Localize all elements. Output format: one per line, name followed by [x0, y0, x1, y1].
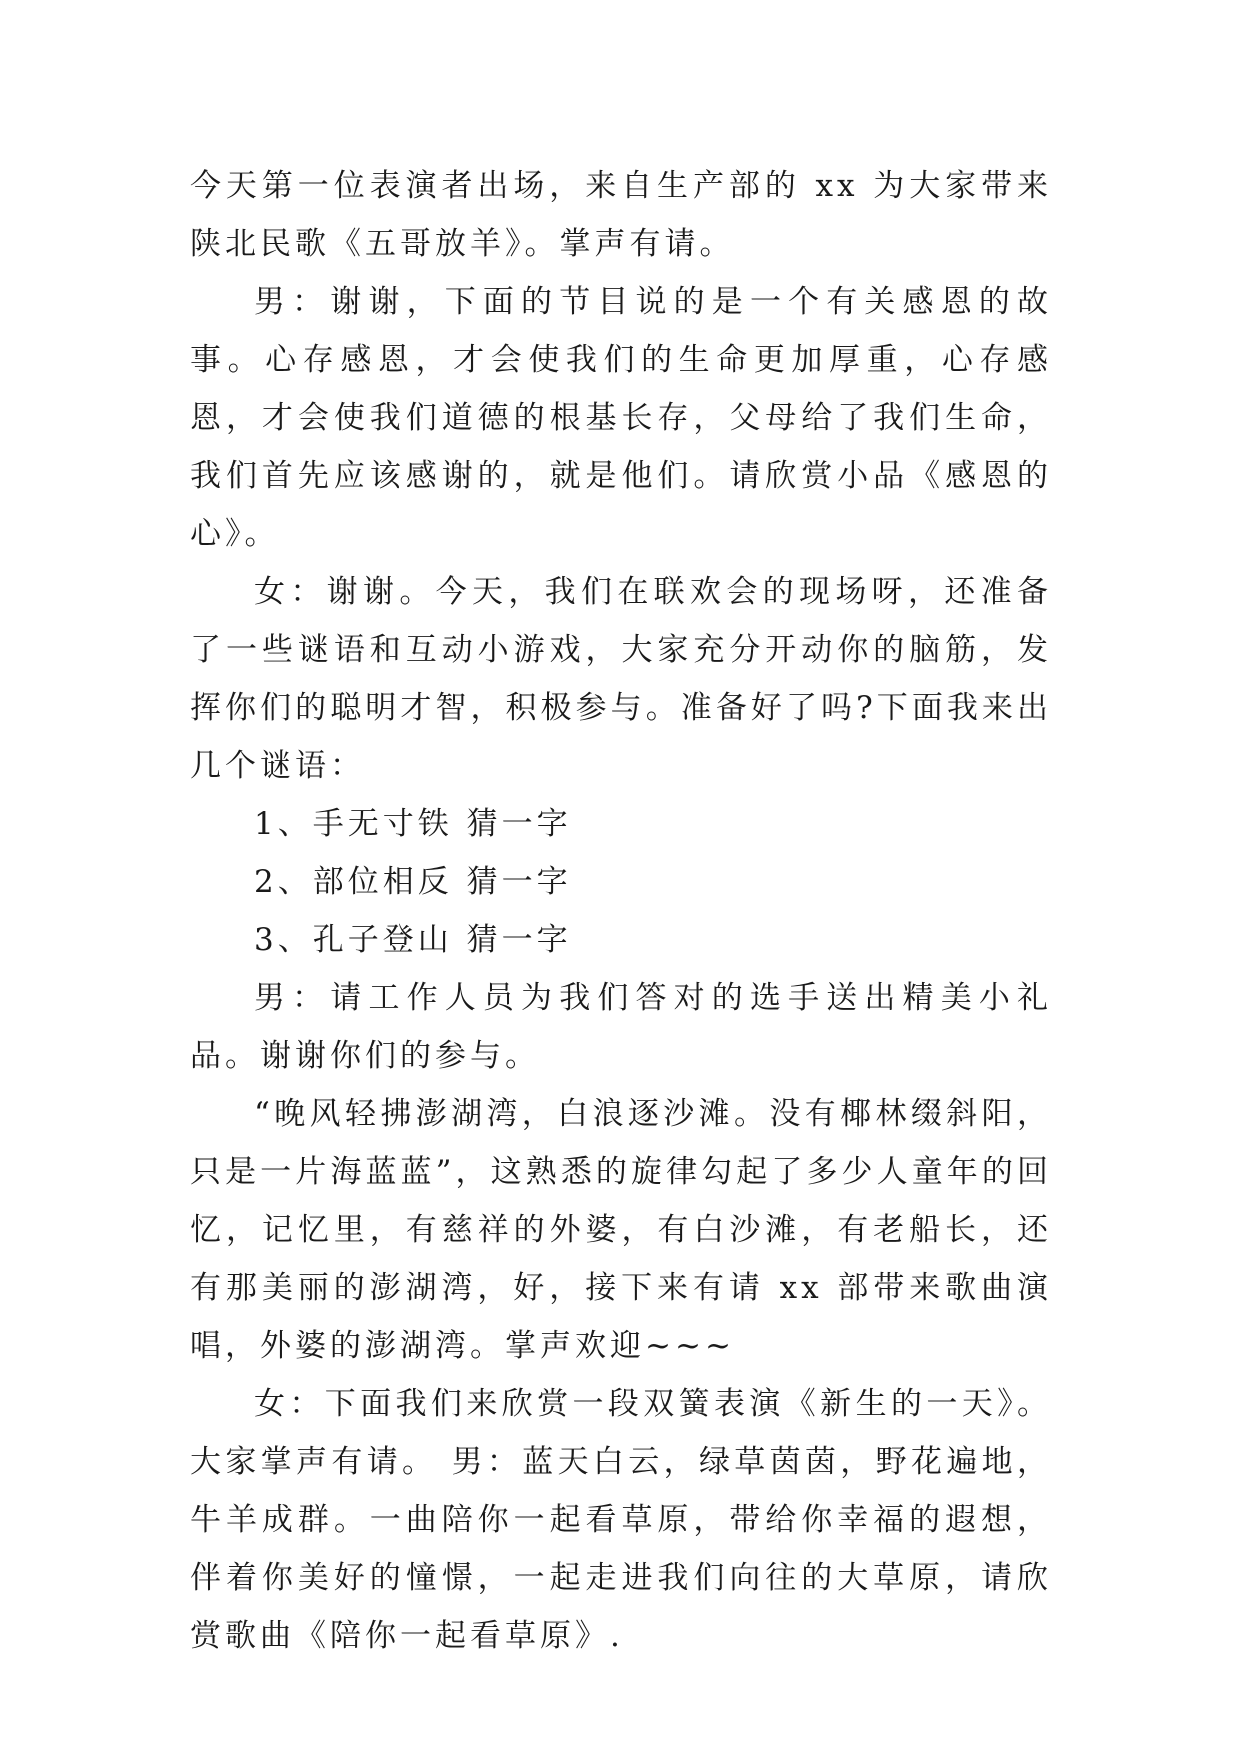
paragraph-continuation: 今天第一位表演者出场，来自生产部的 xx 为大家带来陕北民歌《五哥放羊》。掌声有请。 — [190, 168, 1052, 262]
paragraph-penghu-bay: “晚风轻拂澎湖湾，白浪逐沙滩。没有椰林缀斜阳，只是一片海蓝蓝”，这熟悉的旋律勾起了多少人童年的回忆，记忆里，有慈祥的外婆，有白沙滩，有老船长，还有那美丽的澎湖湾，好，接下来有请 xx 部带来歌曲演唱，外婆的澎湖湾。掌声欢迎~~~ — [190, 1096, 1052, 1364]
paragraph-double-act-grassland: 女：下面我们来欣赏一段双簧表演《新生的一天》。大家掌声有请。 男：蓝天白云，绿草茵茵，野花遍地，牛羊成群。一曲陪你一起看草原，带给你幸福的遐想，伴着你美好的憧憬，一起走进我们向往的大草原，请欣赏歌曲《陪你一起看草原》. — [190, 1386, 1052, 1654]
paragraph-male-host-gratitude: 男：谢谢，下面的节目说的是一个有关感恩的故事。心存感恩，才会使我们的生命更加厚重，心存感恩，才会使我们道德的根基长存，父母给了我们生命，我们首先应该感谢的，就是他们。请欣赏小品《感恩的心》。 — [190, 284, 1052, 552]
riddle-item-3: 3、孔子登山 猜一字 — [254, 922, 572, 958]
riddle-item-1: 1、手无寸铁 猜一字 — [254, 806, 572, 842]
paragraph-female-host-riddles: 女：谢谢。今天，我们在联欢会的现场呀，还准备了一些谜语和互动小游戏，大家充分开动你的脑筋，发挥你们的聪明才智，积极参与。准备好了吗?下面我来出几个谜语： — [190, 574, 1052, 784]
document-body — [190, 157, 1052, 1665]
paragraph-male-host-prizes: 男：请工作人员为我们答对的选手送出精美小礼品。谢谢你们的参与。 — [190, 980, 1052, 1074]
riddle-item-2: 2、部位相反 猜一字 — [254, 864, 572, 900]
